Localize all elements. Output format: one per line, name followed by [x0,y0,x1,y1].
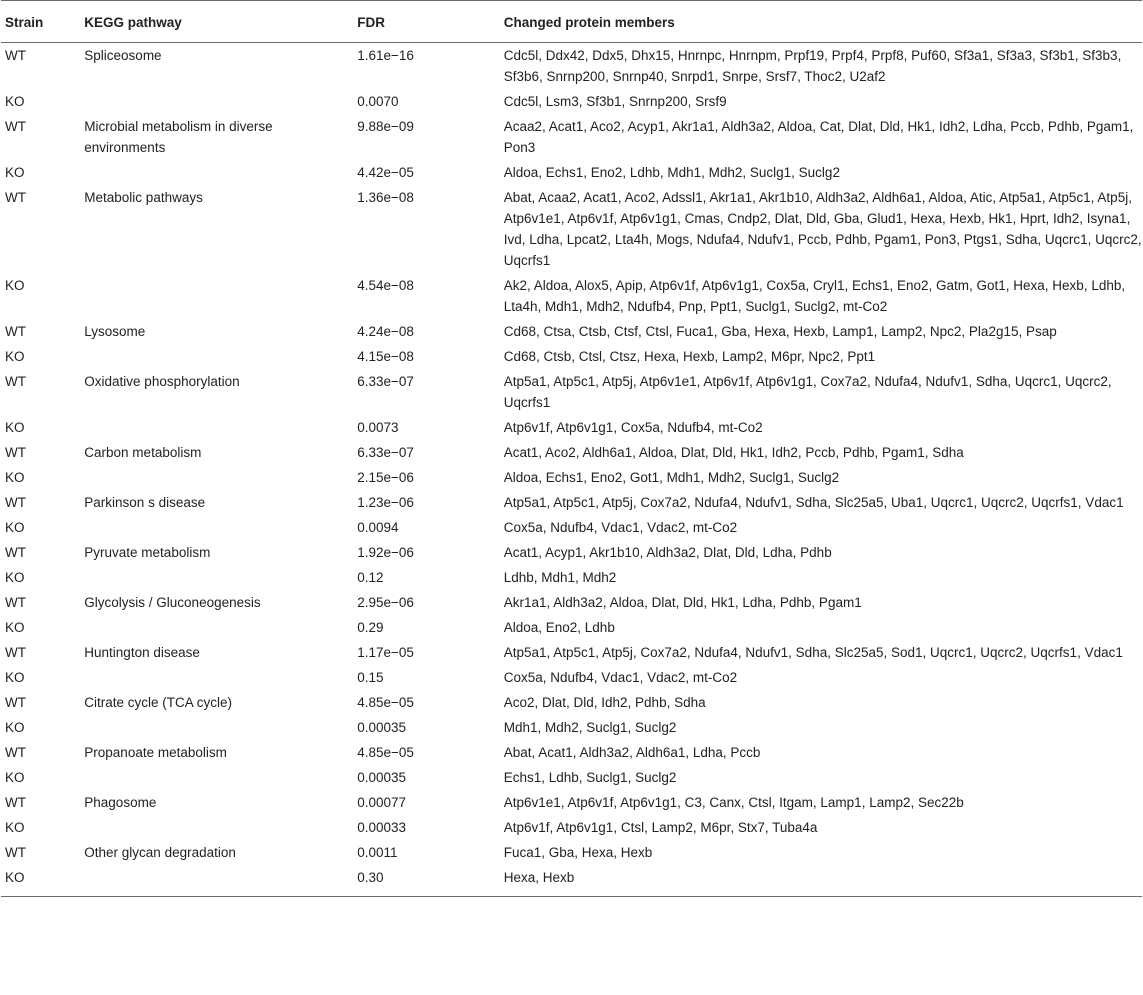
pathway-cell: Oxidative phosphorylation [84,374,240,389]
fdr-cell: 4.15e−08 [357,349,414,364]
header-changed-protein-members: Changed protein members [504,1,1142,43]
strain-cell: KO [5,520,25,535]
fdr-cell: 4.42e−05 [357,165,414,180]
table-row [1,43,1142,90]
fdr-cell: 2.95e−06 [357,595,414,610]
strain-cell: KO [5,470,25,485]
table-row [1,369,1142,415]
pathway-cell [84,89,357,114]
fdr-cell: 0.0070 [357,94,399,109]
pathway-cell [84,815,357,840]
table-row [1,185,1142,273]
pathway-cell: Parkinson s disease [84,495,206,510]
protein-members-cell: Akr1a1, Aldh3a2, Aldoa, Dlat, Dld, Hk1, Ldha, Pdhb, Pgam1 [503,595,862,610]
table-row [1,690,1142,715]
pathway-cell [84,273,357,319]
protein-members-cell: Cox5a, Ndufb4, Vdac1, Vdac2, mt-Co2 [503,520,738,535]
fdr-cell: 4.24e−08 [357,324,414,339]
strain-cell: KO [5,620,25,635]
fdr-cell: 0.0073 [357,420,399,435]
table-row [1,865,1142,897]
table-row [1,565,1142,590]
table-row [1,765,1142,790]
protein-members-cell: Atp5a1, Atp5c1, Atp5j, Cox7a2, Ndufa4, Ndufv1, Sdha, Slc25a5, Uba1, Uqcrc1, Uqcrc2, Uqcrfs1, Vdac1 [503,495,1124,510]
strain-cell: KO [5,94,25,109]
fdr-cell: 4.54e−08 [357,278,414,293]
strain-cell: KO [1,865,84,897]
pathway-cell [84,415,357,440]
kegg-pathway-table [1,0,1142,897]
table-row [1,590,1142,615]
strain-cell: WT [5,495,26,510]
strain-cell: WT [5,374,26,389]
strain-cell: KO [5,278,25,293]
protein-members-cell: Acaa2, Acat1, Aco2, Acyp1, Akr1a1, Aldh3a2, Aldoa, Cat, Dlat, Dld, Hk1, Idh2, Ldha, Pccb, Pdhb, Pgam1, Pon3 [503,119,1134,155]
pathway-cell: Phagosome [84,795,157,810]
strain-cell: WT [5,795,26,810]
strain-cell: WT [5,324,26,339]
pathway-cell [84,865,357,897]
pathway-cell: Spliceosome [84,48,162,63]
protein-members-cell: Acat1, Aco2, Aldh6a1, Aldoa, Dlat, Dld, Hk1, Idh2, Pccb, Pdhb, Pgam1, Sdha [503,445,964,460]
pathway-cell: Glycolysis / Gluconeogenesis [84,595,261,610]
table-row [1,465,1142,490]
protein-members-cell: Ldhb, Mdh1, Mdh2 [503,570,617,585]
strain-cell: KO [5,820,25,835]
strain-cell: KO [5,720,25,735]
protein-members-cell: Abat, Acat1, Aldh3a2, Aldh6a1, Ldha, Pccb [503,745,761,760]
strain-cell: WT [5,545,26,560]
protein-members-cell: Fuca1, Gba, Hexa, Hexb [503,845,653,860]
fdr-cell: 1.92e−06 [357,545,414,560]
protein-members-cell: Atp5a1, Atp5c1, Atp5j, Cox7a2, Ndufa4, Ndufv1, Sdha, Slc25a5, Sod1, Uqcrc1, Uqcrc2, Uqcrfs1, Vdac1 [503,645,1123,660]
table-row [1,89,1142,114]
table-row [1,790,1142,815]
fdr-cell: 0.12 [357,570,384,585]
table-row [1,665,1142,690]
table-row [1,114,1142,160]
protein-members-cell: Cdc5l, Ddx42, Ddx5, Dhx15, Hnrnpc, Hnrnpm, Prpf19, Prpf4, Prpf8, Puf60, Sf3a1, Sf3a3, Sf3b1, Sf3b3, Sf3b6, Snrnp200, Snrnp40, Snrpd1, Snrpe, Srsf7, Thoc2, U2af2 [503,48,1122,84]
fdr-cell: 1.23e−06 [357,495,414,510]
fdr-cell: 9.88e−09 [357,119,414,134]
header-fdr: FDR [357,1,504,43]
fdr-cell: 0.30 [357,865,504,897]
pathway-cell: Huntington disease [84,645,200,660]
strain-cell: WT [5,595,26,610]
table-header [1,1,1142,43]
pathway-cell: Propanoate metabolism [84,745,227,760]
strain-cell: KO [5,349,25,364]
strain-cell: WT [5,48,26,63]
header-strain: Strain [1,1,84,43]
pathway-cell [84,715,357,740]
pathway-cell: Lysosome [84,324,146,339]
protein-members-cell: Acat1, Acyp1, Akr1b10, Aldh3a2, Dlat, Dld, Ldha, Pdhb [503,545,832,560]
fdr-cell: 4.85e−05 [357,745,414,760]
table-row [1,640,1142,665]
protein-members-cell: Mdh1, Mdh2, Suclg1, Suclg2 [503,720,677,735]
pathway-cell: Other glycan degradation [84,845,236,860]
pathway-cell: Metabolic pathways [84,190,203,205]
protein-members-cell: Ak2, Aldoa, Alox5, Apip, Atp6v1f, Atp6v1g1, Cox5a, Cryl1, Echs1, Eno2, Gatm, Got1, Hexa, Hexb, Ldhb, Lta4h, Mdh1, Mdh2, Ndufb4, Pnp, Ppt1, Suclg1, Suclg2, mt-Co2 [503,278,1126,314]
table-row [1,273,1142,319]
protein-members-cell: Echs1, Ldhb, Suclg1, Suclg2 [503,770,677,785]
protein-members-cell: Cd68, Ctsb, Ctsl, Ctsz, Hexa, Hexb, Lamp2, M6pr, Npc2, Ppt1 [503,349,876,364]
fdr-cell: 0.0011 [357,845,398,860]
strain-cell: KO [5,770,25,785]
fdr-cell: 4.85e−05 [357,695,414,710]
table-row [1,715,1142,740]
table-row [1,615,1142,640]
table-row [1,440,1142,465]
protein-members-cell: Atp6v1f, Atp6v1g1, Cox5a, Ndufb4, mt-Co2 [503,420,763,435]
pathway-cell [84,765,357,790]
fdr-cell: 0.00033 [357,820,407,835]
fdr-cell: 0.00035 [357,720,407,735]
protein-members-cell: Aldoa, Echs1, Eno2, Ldhb, Mdh1, Mdh2, Suclg1, Suclg2 [503,165,840,180]
table-row [1,840,1142,865]
strain-cell: KO [5,570,25,585]
table-row [1,815,1142,840]
table-row [1,415,1142,440]
fdr-cell: 2.15e−06 [357,470,414,485]
fdr-cell: 0.29 [357,620,384,635]
pathway-cell [84,515,357,540]
pathway-cell [84,615,357,640]
fdr-cell: 0.0094 [357,520,399,535]
pathway-cell [84,465,357,490]
table-row [1,540,1142,565]
table-row [1,344,1142,369]
protein-members-cell: Aldoa, Eno2, Ldhb [503,620,615,635]
header-row [1,1,1142,43]
pathway-cell [84,565,357,590]
pathway-cell: Carbon metabolism [84,445,202,460]
table-row [1,515,1142,540]
table-row [1,160,1142,185]
table-row [1,319,1142,344]
pathway-cell: Citrate cycle (TCA cycle) [84,695,233,710]
strain-cell: KO [5,165,25,180]
protein-members-cell: Aldoa, Echs1, Eno2, Got1, Mdh1, Mdh2, Suclg1, Suclg2 [503,470,840,485]
strain-cell: WT [5,745,26,760]
protein-members-cell: Aco2, Dlat, Dld, Idh2, Pdhb, Sdha [503,695,706,710]
strain-cell: WT [5,119,26,134]
header-kegg-pathway: KEGG pathway [84,1,357,43]
protein-members-cell: Atp5a1, Atp5c1, Atp5j, Atp6v1e1, Atp6v1f, Atp6v1g1, Cox7a2, Ndufa4, Ndufv1, Sdha, Uqcrc1, Uqcrc2, Uqcrfs1 [503,374,1112,410]
pathway-cell: Pyruvate metabolism [84,545,211,560]
fdr-cell: 1.17e−05 [357,645,414,660]
protein-members-cell: Hexa, Hexb [504,865,1142,897]
fdr-cell: 1.36e−08 [357,190,414,205]
fdr-cell: 0.00035 [357,770,407,785]
protein-members-cell: Atp6v1f, Atp6v1g1, Ctsl, Lamp2, M6pr, Stx7, Tuba4a [503,820,818,835]
protein-members-cell: Cdc5l, Lsm3, Sf3b1, Snrnp200, Srsf9 [503,94,727,109]
pathway-cell [84,344,357,369]
strain-cell: KO [5,420,25,435]
pathway-cell: Microbial metabolism in diverse environments [84,119,273,155]
table-row [1,740,1142,765]
protein-members-cell: Abat, Acaa2, Acat1, Aco2, Adssl1, Akr1a1, Akr1b10, Aldh3a2, Aldh6a1, Aldoa, Atic, Atp5a1, Atp5c1, Atp5j, Atp6v1e1, Atp6v1f, Atp6v1g1, Cmas, Cndp2, Dlat, Dld, Gba, Glud1, Hexa, Hexb, Hk1, Hprt, Idh2, Isyna1, Ivd, Ldha, Lpcat2, Lta4h, Mogs, Ndufa4, Ndufv1, Pccb, Pdhb, Pgam1, Pon3, Ptgs1, Sdha, Uqcrc1, Uqcrc2, Uqcrfs1 [503,190,1142,268]
table-body [1,43,1142,897]
fdr-cell: 1.61e−16 [357,48,414,63]
protein-members-cell: Atp6v1e1, Atp6v1f, Atp6v1g1, C3, Canx, Ctsl, Itgam, Lamp1, Lamp2, Sec22b [503,795,964,810]
pathway-cell [84,665,357,690]
strain-cell: WT [5,695,26,710]
fdr-cell: 6.33e−07 [357,374,414,389]
strain-cell: KO [5,670,25,685]
fdr-cell: 6.33e−07 [357,445,414,460]
strain-cell: WT [5,645,26,660]
strain-cell: WT [5,445,26,460]
strain-cell: WT [5,190,26,205]
pathway-cell [84,160,357,185]
table-row [1,490,1142,515]
fdr-cell: 0.00077 [357,795,407,810]
protein-members-cell: Cox5a, Ndufb4, Vdac1, Vdac2, mt-Co2 [503,670,738,685]
protein-members-cell: Cd68, Ctsa, Ctsb, Ctsf, Ctsl, Fuca1, Gba, Hexa, Hexb, Lamp1, Lamp2, Npc2, Pla2g15, Psap [503,324,1057,339]
fdr-cell: 0.15 [357,670,384,685]
strain-cell: WT [5,845,26,860]
